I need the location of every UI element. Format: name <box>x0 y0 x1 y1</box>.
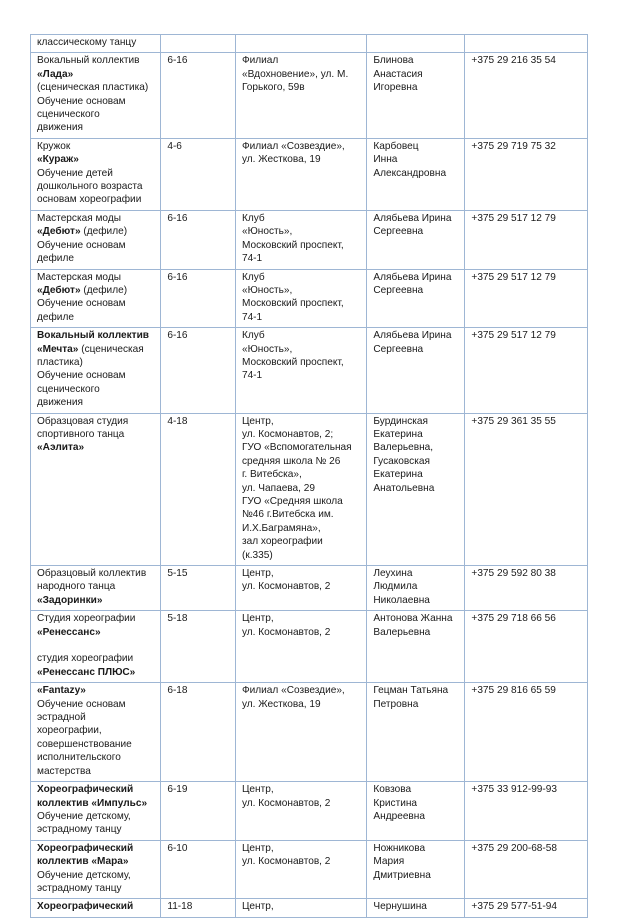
location-line: ул. Космонавтов, 2 <box>241 797 331 809</box>
location-cell <box>235 138 366 210</box>
location-cell <box>235 899 366 917</box>
club-name-text: эстрадному танцу <box>37 882 122 894</box>
club-name-text: пластика) <box>37 356 83 368</box>
table-row <box>31 210 588 269</box>
phone-cell <box>465 138 588 210</box>
phone-number: +375 29 216 35 54 <box>471 55 556 67</box>
leader-line: Алябьева Ирина <box>373 212 452 224</box>
club-name-cell <box>31 210 161 269</box>
club-name-text: основам хореографии <box>37 194 142 206</box>
age-cell <box>161 413 236 565</box>
age-range: 6-10 <box>167 842 188 854</box>
club-name-line <box>37 441 155 454</box>
location-cell <box>235 210 366 269</box>
club-name-text: «Дебют» <box>37 226 81 238</box>
club-name-text: «Задоринки» <box>37 594 103 606</box>
clubs-table-body <box>31 35 588 918</box>
club-name-cell <box>31 269 161 328</box>
club-name-text: (сценическая <box>78 343 144 355</box>
club-name-text: Обучение основам <box>37 95 126 107</box>
club-name-text: эстрадной <box>37 712 86 724</box>
club-name-line <box>37 311 155 324</box>
club-name-line <box>37 724 155 737</box>
club-name-line <box>37 639 155 652</box>
age-cell <box>161 138 236 210</box>
leader-line: Валерьевна <box>373 626 431 638</box>
table-row <box>31 269 588 328</box>
phone-cell <box>465 840 588 899</box>
age-range: 5-15 <box>167 568 188 580</box>
club-name-text: дефиле <box>37 311 74 323</box>
club-name-text: движения <box>37 122 83 134</box>
club-name-text: исполнительского <box>37 752 121 764</box>
location-line: Клуб <box>241 212 265 224</box>
age-range: 6-16 <box>167 212 188 224</box>
location-line: ул. Жесткова, 19 <box>241 698 321 710</box>
club-name-text: Обучение основам <box>37 370 126 382</box>
leader-line: Николаевна <box>373 594 430 606</box>
leader-line: Сергеевна <box>373 284 424 296</box>
leader-line: Андреевна <box>373 810 425 822</box>
leader-line: Валерьевна, <box>373 442 434 454</box>
club-name-line <box>37 698 155 711</box>
leader-cell <box>367 413 465 565</box>
leader-cell <box>367 899 465 917</box>
club-name-line <box>37 783 155 796</box>
club-name-text: спортивного танца <box>37 428 125 440</box>
club-name-line <box>37 95 155 108</box>
club-name-line <box>37 239 155 252</box>
table-row <box>31 840 588 899</box>
location-cell <box>235 840 366 899</box>
age-cell <box>161 899 236 917</box>
location-line: Центр, <box>241 842 274 854</box>
location-line: Центр, <box>241 901 274 913</box>
club-name-text: (дефиле) <box>80 226 128 238</box>
phone-number: +375 29 200-68-58 <box>471 842 558 854</box>
club-name-cell <box>31 840 161 899</box>
club-name-text: Хореографический <box>37 842 134 854</box>
table-row <box>31 566 588 611</box>
location-line: «Юность», <box>241 343 293 355</box>
club-name-line <box>37 711 155 724</box>
club-name-line <box>37 751 155 764</box>
leader-line: Блинова <box>373 55 414 67</box>
leader-cell <box>367 840 465 899</box>
club-name-line <box>37 415 155 428</box>
club-name-line <box>37 369 155 382</box>
location-line: Центр, <box>241 415 274 427</box>
age-cell <box>161 782 236 841</box>
leader-cell <box>367 782 465 841</box>
club-name-line <box>37 212 155 225</box>
club-name-text: народного танца <box>37 581 116 593</box>
phone-cell <box>465 53 588 138</box>
location-line: №46 г.Витебска им. <box>241 509 334 521</box>
club-name-text: «Дебют» <box>37 284 81 296</box>
leader-line: Екатерина <box>373 428 423 440</box>
location-line: ул. Жесткова, 19 <box>241 154 321 166</box>
phone-number: +375 29 517 12 79 <box>471 271 556 283</box>
age-cell <box>161 840 236 899</box>
location-line: зал хореографии <box>241 536 323 548</box>
club-name-line <box>37 612 155 625</box>
club-name-cell <box>31 328 161 413</box>
leader-line: Анастасия <box>373 68 423 80</box>
age-cell <box>161 269 236 328</box>
leader-line: Алябьева Ирина <box>373 271 452 283</box>
club-name-line <box>37 567 155 580</box>
age-range: 6-16 <box>167 55 188 67</box>
leader-cell <box>367 683 465 782</box>
location-line: Горького, 59в <box>241 82 305 94</box>
leader-cell <box>367 35 465 53</box>
location-cell <box>235 413 366 565</box>
club-name-line <box>37 684 155 697</box>
location-cell <box>235 782 366 841</box>
leader-cell <box>367 210 465 269</box>
club-name-line <box>37 396 155 409</box>
location-line: (к.335) <box>241 549 273 561</box>
club-name-cell <box>31 53 161 138</box>
club-name-text: студия хореографии <box>37 653 134 665</box>
club-name-line <box>37 594 155 607</box>
leader-line: Петровна <box>373 698 419 710</box>
club-name-text: хореографии, <box>37 725 102 737</box>
location-line: Центр, <box>241 784 274 796</box>
leader-cell <box>367 53 465 138</box>
leader-line: Гусаковская <box>373 455 430 467</box>
club-name-line <box>37 383 155 396</box>
location-line: «Юность», <box>241 226 293 238</box>
table-row <box>31 328 588 413</box>
phone-cell <box>465 899 588 917</box>
location-line: Московский проспект, <box>241 356 344 368</box>
age-cell <box>161 210 236 269</box>
phone-number: +375 29 517 12 79 <box>471 212 556 224</box>
club-name-line <box>37 343 155 356</box>
phone-cell <box>465 269 588 328</box>
phone-number: +375 29 718 66 56 <box>471 613 556 625</box>
club-name-text: «Fantazy» <box>37 685 86 697</box>
location-cell <box>235 53 366 138</box>
table-row <box>31 413 588 565</box>
leader-line: Анатольевна <box>373 482 435 494</box>
phone-cell <box>465 782 588 841</box>
location-cell <box>235 566 366 611</box>
phone-cell <box>465 413 588 565</box>
club-name-text: Хореографический <box>37 784 134 796</box>
location-cell <box>235 269 366 328</box>
club-name-text: классическому танцу <box>37 37 137 48</box>
leader-line: Кристина <box>373 797 418 809</box>
leader-line: Алябьева Ирина <box>373 330 452 342</box>
leader-line: Карбовец <box>373 140 419 152</box>
table-row <box>31 782 588 841</box>
phone-cell <box>465 328 588 413</box>
club-name-text: сценического <box>37 109 100 121</box>
leader-line: Александровна <box>373 167 447 179</box>
club-name-text: «Ренессанс» <box>37 626 101 638</box>
club-name-text: Обучение детей <box>37 167 113 179</box>
leader-line: Леухина <box>373 568 413 580</box>
club-name-text: «Кураж» <box>37 154 79 166</box>
club-name-line <box>37 225 155 238</box>
club-name-cell <box>31 35 161 53</box>
table-row <box>31 35 588 53</box>
leader-cell <box>367 138 465 210</box>
club-name-text: Хореографический <box>37 901 134 913</box>
club-name-text: Студия хореографии <box>37 613 136 625</box>
location-cell <box>235 328 366 413</box>
location-line: Филиал <box>241 55 279 67</box>
location-line: «Вдохновение», ул. М. <box>241 68 349 80</box>
club-name-line <box>37 140 155 153</box>
leader-line: Ковзова <box>373 784 412 796</box>
club-name-text: «Мечта» <box>37 343 79 355</box>
club-name-line <box>37 284 155 297</box>
club-name-cell <box>31 566 161 611</box>
table-row <box>31 683 588 782</box>
club-name-text: Вокальный коллектив <box>37 55 140 67</box>
table-row <box>31 138 588 210</box>
club-name-line <box>37 193 155 206</box>
club-name-line <box>37 855 155 868</box>
location-line: ул. Космонавтов, 2; <box>241 428 334 440</box>
club-name-line <box>37 738 155 751</box>
club-name-text: Обучение основам <box>37 298 126 310</box>
location-line: ул. Космонавтов, 2 <box>241 856 331 868</box>
club-name-cell <box>31 413 161 565</box>
phone-number: +375 29 592 80 38 <box>471 568 556 580</box>
club-name-line <box>37 297 155 310</box>
club-name-line <box>37 580 155 593</box>
table-row <box>31 611 588 683</box>
club-name-line <box>37 765 155 778</box>
location-line: Клуб <box>241 271 265 283</box>
leader-cell <box>367 566 465 611</box>
phone-cell <box>465 683 588 782</box>
leader-line: Чернушина <box>373 901 427 913</box>
table-row <box>31 53 588 138</box>
leader-line: Игоревна <box>373 82 418 94</box>
age-range: 6-16 <box>167 271 188 283</box>
leader-line: Антонова Жанна <box>373 613 453 625</box>
location-line: г. Витебска», <box>241 469 302 481</box>
location-line: ГУО «Средняя школа <box>241 496 343 507</box>
club-name-text: движения <box>37 397 83 409</box>
club-name-text: Вокальный коллектив <box>37 330 150 342</box>
age-range: 4-6 <box>167 140 182 152</box>
clubs-table <box>30 34 588 918</box>
club-name-line <box>37 823 155 836</box>
location-line: Центр, <box>241 568 274 580</box>
club-name-text: «Ренессанс ПЛЮС» <box>37 666 136 678</box>
club-name-text: коллектив «Импульс» <box>37 797 148 809</box>
location-cell <box>235 611 366 683</box>
location-line: средняя школа № 26 <box>241 455 341 467</box>
club-name-line <box>37 36 155 49</box>
phone-cell <box>465 566 588 611</box>
phone-number: +375 29 577-51-94 <box>471 901 558 913</box>
location-line: 74-1 <box>241 370 263 382</box>
leader-line: Мария <box>373 856 405 868</box>
leader-line: Екатерина <box>373 469 423 481</box>
club-name-line <box>37 882 155 895</box>
leader-cell <box>367 611 465 683</box>
location-cell <box>235 35 366 53</box>
phone-number: +375 29 719 75 32 <box>471 140 556 152</box>
leader-line: Людмила <box>373 581 418 593</box>
club-name-text: сценического <box>37 383 100 395</box>
table-row <box>31 899 588 917</box>
club-name-line <box>37 810 155 823</box>
club-name-line <box>37 108 155 121</box>
club-name-line <box>37 869 155 882</box>
location-line: Московский проспект, <box>241 298 344 310</box>
leader-line: Бурдинская <box>373 415 428 427</box>
club-name-text: Обучение детскому, <box>37 810 131 822</box>
club-name-text: (сценическая пластика) <box>37 82 149 94</box>
age-cell <box>161 611 236 683</box>
location-line: 74-1 <box>241 311 263 323</box>
age-range: 6-19 <box>167 784 188 796</box>
location-line: ул. Космонавтов, 2 <box>241 626 331 638</box>
phone-cell <box>465 35 588 53</box>
location-line: 74-1 <box>241 253 263 265</box>
club-name-text: Мастерская моды <box>37 271 121 283</box>
leader-line: Гецман Татьяна <box>373 685 449 697</box>
club-name-text: «Лада» <box>37 68 74 80</box>
location-line: Московский проспект, <box>241 239 344 251</box>
club-name-line <box>37 356 155 369</box>
club-name-line <box>37 167 155 180</box>
club-name-text: (дефиле) <box>80 284 128 296</box>
club-name-line <box>37 652 155 665</box>
phone-number: +375 29 361 35 55 <box>471 415 556 427</box>
location-line: Филиал «Созвездие», <box>241 685 345 697</box>
location-line: Клуб <box>241 330 265 342</box>
club-name-line <box>37 626 155 639</box>
club-name-text: Образцовый коллектив <box>37 568 147 580</box>
location-line: ул. Космонавтов, 2 <box>241 581 331 593</box>
location-line: И.Х.Баграмяна», <box>241 522 321 534</box>
club-name-cell <box>31 683 161 782</box>
location-line: Центр, <box>241 613 274 625</box>
age-cell <box>161 53 236 138</box>
age-range: 6-16 <box>167 330 188 342</box>
location-line: Филиал «Созвездие», <box>241 140 345 152</box>
club-name-line <box>37 842 155 855</box>
location-line: «Юность», <box>241 284 293 296</box>
club-name-line <box>37 81 155 94</box>
age-range: 4-18 <box>167 415 188 427</box>
club-name-cell <box>31 138 161 210</box>
club-name-text: эстрадному танцу <box>37 824 122 836</box>
club-name-text: дефиле <box>37 253 74 265</box>
leader-line: Инна <box>373 154 398 166</box>
club-name-line <box>37 68 155 81</box>
location-line: ГУО «Вспомогательная <box>241 442 352 454</box>
club-name-text: Образцовая студия <box>37 415 129 427</box>
club-name-line <box>37 54 155 67</box>
club-name-line <box>37 329 155 342</box>
club-name-text: мастерства <box>37 765 91 777</box>
age-range: 11-18 <box>167 901 193 913</box>
club-name-text: совершенствование <box>37 738 132 750</box>
leader-cell <box>367 328 465 413</box>
club-name-cell <box>31 782 161 841</box>
age-range: 5-18 <box>167 613 188 625</box>
phone-number: +375 33 912-99-93 <box>471 784 558 796</box>
club-name-line <box>37 797 155 810</box>
location-line: ул. Чапаева, 29 <box>241 482 316 494</box>
leader-line: Сергеевна <box>373 226 424 238</box>
club-name-line <box>37 180 155 193</box>
club-name-text: Обучение основам <box>37 239 126 251</box>
club-name-text: Обучение основам <box>37 698 126 710</box>
club-name-line <box>37 121 155 134</box>
club-name-cell <box>31 611 161 683</box>
leader-line: Дмитриевна <box>373 869 431 881</box>
club-name-text: коллектив «Мара» <box>37 856 129 868</box>
club-name-line <box>37 271 155 284</box>
leader-line: Ножникова <box>373 842 426 854</box>
club-name-line <box>37 252 155 265</box>
phone-cell <box>465 210 588 269</box>
age-cell <box>161 35 236 53</box>
age-cell <box>161 566 236 611</box>
club-name-cell <box>31 899 161 917</box>
location-cell <box>235 683 366 782</box>
club-name-line <box>37 900 155 913</box>
club-name-text: Обучение детскому, <box>37 869 131 881</box>
phone-number: +375 29 816 65 59 <box>471 685 556 697</box>
leader-cell <box>367 269 465 328</box>
club-name-text: Кружок <box>37 140 71 152</box>
club-name-text: Мастерская моды <box>37 212 121 224</box>
leader-line: Сергеевна <box>373 343 424 355</box>
club-name-line <box>37 428 155 441</box>
phone-cell <box>465 611 588 683</box>
club-name-line <box>37 666 155 679</box>
club-name-text: дошкольного возраста <box>37 181 143 193</box>
club-name-text: «Аэлита» <box>37 442 85 454</box>
age-range: 6-18 <box>167 685 188 697</box>
phone-number: +375 29 517 12 79 <box>471 330 556 342</box>
age-cell <box>161 328 236 413</box>
club-name-line <box>37 153 155 166</box>
age-cell <box>161 683 236 782</box>
